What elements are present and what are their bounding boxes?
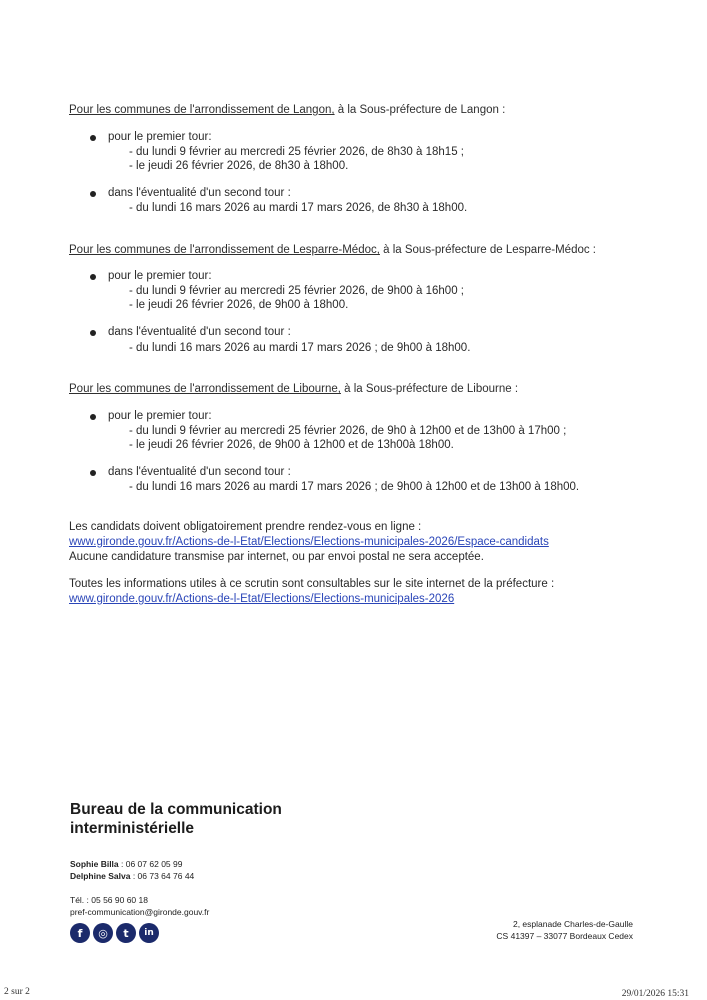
bullet-icon [90,274,96,280]
info-paragraph [69,577,554,607]
linkedin-icon[interactable]: in [139,923,159,943]
instagram-icon[interactable]: ◎ [93,923,113,943]
candidates-space-link[interactable]: www.gironde.gouv.fr/Actions-de-l-Etat/Elections/Elections-municipales-2026/Espace-candidats [69,536,549,548]
lesparre-first-round-label: pour le premier tour: [108,270,212,282]
langon-second-round-line: - du lundi 16 mars 2026 au mardi 17 mars 2026, de 8h30 à 18h00. [129,202,468,214]
info-intro: Toutes les informations utiles à ce scrutin sont consultables sur le site internet de la préfecture : [69,578,555,590]
bureau-title: Bureau de la communication interministérielle [70,801,282,837]
office-email[interactable]: pref-communication@gironde.gouv.fr [70,907,210,917]
contact-sophie: Sophie Billa : 06 07 62 05 99 [70,859,183,869]
postal-address: 2, esplanade Charles-de-Gaulle CS 41397 – 33077 Bordeaux Cedex [496,919,633,941]
candidates-intro: Les candidats doivent obligatoirement prendre rendez-vous en ligne : [69,521,422,533]
lesparre-second-round-line: - du lundi 16 mars 2026 au mardi 17 mars 2026 ; de 9h00 à 18h00. [129,342,471,354]
libourne-first-round-label: pour le premier tour: [108,410,212,422]
bullet-icon [90,470,96,476]
libourne-first-round-line: - du lundi 9 février au mercredi 25 février 2026, de 9h0 à 12h00 et de 13h00 à 17h00 ; [129,425,567,437]
libourne-second-round-label: dans l'éventualité d'un second tour : [108,466,291,478]
lesparre-first-round-line: - le jeudi 26 février 2026, de 9h00 à 18h00. [129,299,349,311]
bullet-icon [90,414,96,420]
candidates-paragraph [69,520,549,565]
facebook-icon[interactable]: f [70,923,90,943]
section-lesparre-title: Pour les communes de l'arrondissement de Lesparre-Médoc, à la Sous-préfecture de Lesparre-Médoc : [69,244,596,256]
twitter-icon[interactable]: t [116,923,136,943]
contact-delphine: Delphine Salva : 06 73 64 76 44 [70,871,195,881]
bullet-icon [90,191,96,197]
contacts-block [70,858,194,882]
elections-page-link[interactable]: www.gironde.gouv.fr/Actions-de-l-Etat/Elections/Elections-municipales-2026 [69,593,455,605]
social-links [70,923,159,943]
lesparre-first-round-line: - du lundi 9 février au mercredi 25 février 2026, de 9h00 à 16h00 ; [129,285,464,297]
candidates-notice: Aucune candidature transmise par internet, ou par envoi postal ne sera acceptée. [69,551,484,563]
lesparre-second-round-label: dans l'éventualité d'un second tour : [108,326,291,338]
section-libourne-title: Pour les communes de l'arrondissement de Libourne, à la Sous-préfecture de Libourne : [69,383,519,395]
page-number: 2 sur 2 [4,987,30,997]
print-timestamp: 29/01/2026 15:31 [621,989,689,999]
office-contact-block [70,894,209,918]
libourne-first-round-line: - le jeudi 26 février 2026, de 9h00 à 12h00 et de 13h00à 18h00. [129,439,454,451]
office-phone: Tél. : 05 56 90 60 18 [70,895,148,905]
section-langon-title: Pour les communes de l'arrondissement de Langon, à la Sous-préfecture de Langon : [69,104,506,116]
langon-first-round-line: - du lundi 9 février au mercredi 25 février 2026, de 8h30 à 18h15 ; [129,146,464,158]
libourne-second-round-line: - du lundi 16 mars 2026 au mardi 17 mars 2026 ; de 9h00 à 12h00 et de 13h00 à 18h00. [129,481,580,493]
bullet-icon [90,135,96,141]
langon-second-round-label: dans l'éventualité d'un second tour : [108,187,291,199]
langon-first-round-line: - le jeudi 26 février 2026, de 8h30 à 18h00. [129,160,349,172]
bullet-icon [90,330,96,336]
langon-first-round-label: pour le premier tour: [108,131,212,143]
